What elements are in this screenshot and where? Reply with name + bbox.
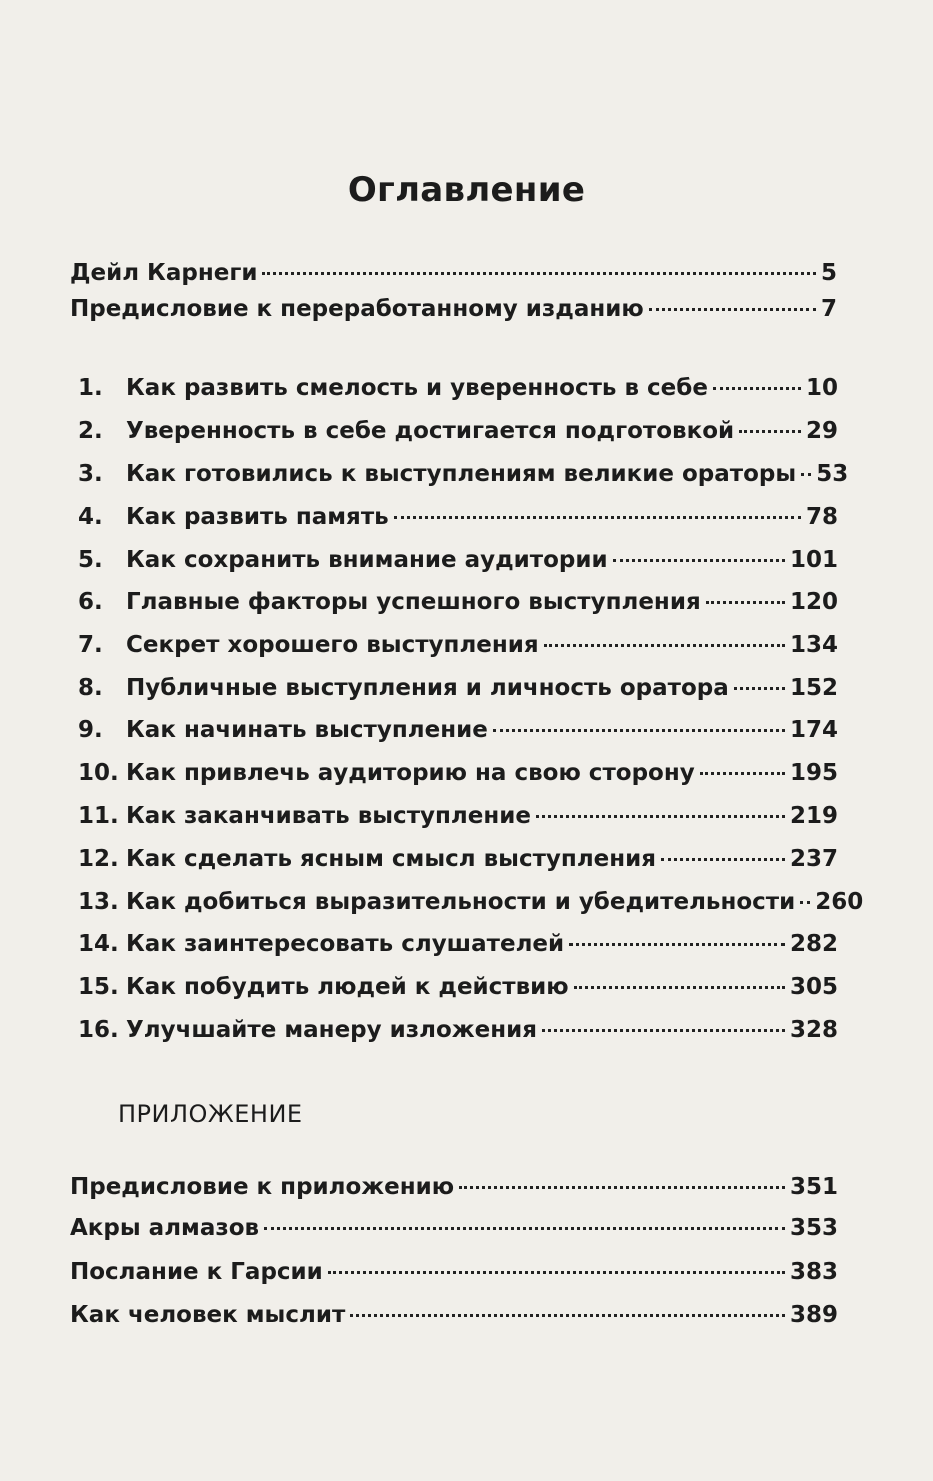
- toc-entry-number: 13.: [78, 889, 119, 915]
- toc-entry-chapter-6[interactable]: [78, 587, 838, 617]
- toc-entry-number: 15.: [78, 974, 119, 1000]
- dot-leader: [493, 729, 785, 732]
- toc-entry-number: 2.: [78, 418, 103, 444]
- toc-entry-chapter-15[interactable]: [78, 972, 838, 1002]
- toc-entry-number: 11.: [78, 803, 119, 829]
- page-title: Оглавление: [347, 170, 586, 210]
- toc-entry-title: Публичные выступления и личность оратора: [126, 675, 729, 701]
- dot-leader: [800, 901, 810, 904]
- toc-entry-front-2[interactable]: [70, 294, 837, 324]
- toc-entry-chapter-16[interactable]: [78, 1015, 838, 1045]
- toc-entry-page: 353: [789, 1215, 838, 1241]
- toc-entry-number: 14.: [78, 931, 119, 957]
- toc-entry-page: 134: [789, 632, 838, 658]
- dot-leader: [544, 644, 785, 647]
- toc-entry-page: 282: [789, 931, 838, 957]
- toc-entry-title: Как начинать выступление: [126, 717, 488, 743]
- toc-entry-chapter-4[interactable]: [78, 502, 838, 532]
- toc-entry-title: Главные факторы успешного выступления: [126, 589, 701, 615]
- toc-entry-chapter-10[interactable]: [78, 758, 838, 788]
- toc-entry-number: 8.: [78, 675, 103, 701]
- toc-entry-page: 29: [805, 418, 838, 444]
- toc-entry-number: 3.: [78, 461, 103, 487]
- toc-entry-page: 237: [789, 846, 838, 872]
- dot-leader: [739, 430, 801, 433]
- dot-leader: [264, 1227, 785, 1230]
- dot-leader: [536, 815, 785, 818]
- toc-entry-title: Улучшайте манеру изложения: [126, 1017, 538, 1043]
- dot-leader: [734, 687, 785, 690]
- toc-entry-number: 10.: [78, 760, 119, 786]
- toc-entry-number: 16.: [78, 1017, 119, 1043]
- toc-entry-number: 7.: [78, 632, 103, 658]
- toc-entry-page: 383: [789, 1259, 838, 1285]
- toc-entry-title: Акры алмазов: [70, 1215, 260, 1241]
- toc-entry-title: Как побудить людей к действию: [126, 974, 569, 1000]
- toc-entry-chapter-13[interactable]: [78, 887, 864, 917]
- dot-leader: [700, 772, 785, 775]
- toc-entry-number: 12.: [78, 846, 119, 872]
- toc-entry-title: Как привлечь аудиторию на свою сторону: [126, 760, 695, 786]
- toc-entry-page: 260: [815, 889, 864, 915]
- toc-entry-page: 7: [820, 296, 837, 322]
- toc-entry-appendix-1[interactable]: [70, 1172, 838, 1202]
- toc-entry-title: Как человек мыслит: [70, 1302, 346, 1328]
- toc-entry-chapter-8[interactable]: [78, 673, 838, 703]
- toc-entry-chapter-11[interactable]: [78, 801, 838, 831]
- appendix-heading: ПРИЛОЖЕНИЕ: [118, 1100, 303, 1128]
- toc-entry-number: 4.: [78, 504, 103, 530]
- dot-leader: [569, 943, 785, 946]
- toc-entry-chapter-14[interactable]: [78, 929, 838, 959]
- toc-entry-title: Как сохранить внимание аудитории: [126, 547, 608, 573]
- toc-entry-page: 174: [789, 717, 838, 743]
- toc-entry-appendix-2[interactable]: [70, 1213, 838, 1243]
- toc-entry-chapter-1[interactable]: [78, 373, 838, 403]
- toc-entry-appendix-3[interactable]: [70, 1257, 838, 1287]
- dot-leader: [713, 387, 801, 390]
- toc-entry-page: 305: [789, 974, 838, 1000]
- dot-leader: [661, 858, 785, 861]
- toc-entry-title: Как заканчивать выступление: [126, 803, 531, 829]
- dot-leader: [801, 473, 811, 476]
- toc-entry-title: Предисловие к приложению: [70, 1174, 455, 1200]
- toc-entry-title: Как сделать ясным смысл выступления: [126, 846, 657, 872]
- toc-entry-chapter-3[interactable]: [78, 459, 849, 489]
- dot-leader: [459, 1186, 785, 1189]
- toc-entry-number: 6.: [78, 589, 103, 615]
- toc-entry-chapter-2[interactable]: [78, 416, 838, 446]
- toc-entry-page: 195: [789, 760, 838, 786]
- toc-entry-page: 53: [816, 461, 849, 487]
- toc-entry-title: Как готовились к выступлениям великие ораторы: [126, 461, 797, 487]
- toc-entry-appendix-4[interactable]: [70, 1300, 838, 1330]
- toc-entry-title: Как заинтересовать слушателей: [126, 931, 565, 957]
- toc-entry-number: 1.: [78, 375, 103, 401]
- toc-entry-page: 120: [789, 589, 838, 615]
- toc-entry-title: Предисловие к переработанному изданию: [70, 296, 644, 322]
- dot-leader: [350, 1314, 785, 1317]
- toc-entry-title: Как добиться выразительности и убедительности: [126, 889, 796, 915]
- dot-leader: [542, 1029, 785, 1032]
- toc-entry-page: 78: [805, 504, 838, 530]
- dot-leader: [613, 559, 785, 562]
- toc-entry-title: Послание к Гарсии: [70, 1259, 323, 1285]
- toc-entry-title: Секрет хорошего выступления: [126, 632, 539, 658]
- toc-entry-number: 9.: [78, 717, 103, 743]
- toc-entry-chapter-9[interactable]: [78, 715, 838, 745]
- toc-entry-front-1[interactable]: [70, 258, 837, 288]
- toc-entry-page: 152: [789, 675, 838, 701]
- dot-leader: [328, 1271, 785, 1274]
- toc-entry-page: 351: [789, 1174, 838, 1200]
- toc-entry-chapter-12[interactable]: [78, 844, 838, 874]
- toc-entry-title: Как развить память: [126, 504, 389, 530]
- dot-leader: [262, 272, 816, 275]
- dot-leader: [394, 516, 801, 519]
- toc-entry-title: Как развить смелость и уверенность в себе: [126, 375, 708, 401]
- toc-entry-title: Уверенность в себе достигается подготовкой: [126, 418, 735, 444]
- toc-entry-page: 389: [789, 1302, 838, 1328]
- toc-entry-title: Дейл Карнеги: [70, 260, 258, 286]
- toc-entry-chapter-5[interactable]: [78, 545, 838, 575]
- toc-entry-page: 219: [789, 803, 838, 829]
- dot-leader: [649, 308, 816, 311]
- toc-entry-chapter-7[interactable]: [78, 630, 838, 660]
- dot-leader: [574, 986, 785, 989]
- toc-entry-page: 101: [789, 547, 838, 573]
- toc-entry-number: 5.: [78, 547, 103, 573]
- toc-entry-page: 5: [820, 260, 837, 286]
- toc-entry-page: 10: [805, 375, 838, 401]
- toc-entry-page: 328: [789, 1017, 838, 1043]
- dot-leader: [706, 601, 785, 604]
